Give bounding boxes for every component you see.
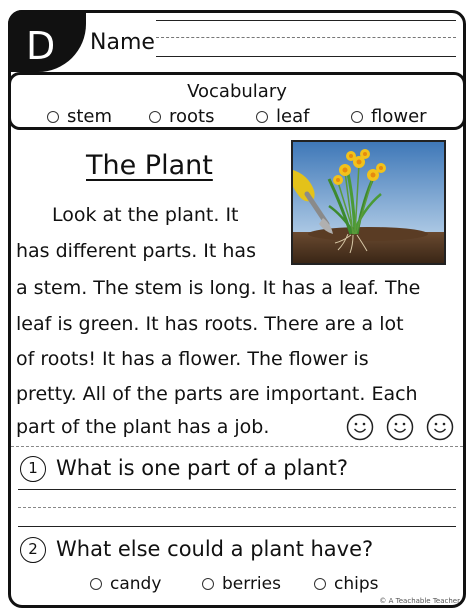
choice-berries[interactable]: [202, 574, 281, 594]
choice-chips[interactable]: [314, 574, 379, 594]
vocab-word-stem[interactable]: [47, 106, 112, 127]
question-number-badge: 2: [20, 537, 46, 563]
daffodil-photo: [291, 140, 446, 265]
question-2-text: What else could a plant have?: [56, 537, 374, 561]
circle-bubble-icon[interactable]: [351, 111, 363, 123]
choice-candy[interactable]: [90, 574, 161, 594]
vocab-word-roots[interactable]: [149, 106, 214, 127]
level-letter: D: [26, 24, 56, 68]
vocab-word-flower[interactable]: [351, 106, 427, 127]
vocab-word-label: leaf: [276, 106, 310, 127]
circle-bubble-icon[interactable]: [149, 111, 161, 123]
choice-label: chips: [334, 574, 379, 594]
vocab-word-label: stem: [67, 106, 113, 127]
passage-line: a stem. The stem is long. It has a leaf. The: [16, 277, 421, 299]
name-writing-lines[interactable]: [156, 20, 456, 64]
passage-line: pretty. All of the parts are important. Each: [16, 383, 418, 405]
choice-label: candy: [110, 574, 162, 594]
name-top-line: [156, 20, 456, 21]
choice-label: berries: [222, 574, 281, 594]
section-divider: [11, 446, 463, 447]
circle-bubble-icon[interactable]: [256, 111, 268, 123]
smiley-face-icon[interactable]: [386, 413, 414, 441]
vocab-word-label: flower: [371, 106, 427, 127]
vocab-word-label: roots: [169, 106, 215, 127]
vocabulary-title: Vocabulary: [187, 81, 287, 102]
circle-bubble-icon[interactable]: [47, 111, 59, 123]
circle-bubble-icon[interactable]: [202, 578, 214, 590]
name-label: Name: [90, 30, 155, 55]
smiley-face-icon[interactable]: [426, 413, 454, 441]
fluency-check-faces: [346, 413, 454, 441]
circle-bubble-icon[interactable]: [90, 578, 102, 590]
question-1-text: What is one part of a plant?: [56, 456, 348, 480]
vocab-word-leaf[interactable]: [256, 106, 309, 127]
name-mid-line: [156, 37, 456, 38]
question-number-badge: 1: [20, 456, 46, 482]
passage-title: The Plant: [86, 150, 213, 181]
circle-bubble-icon[interactable]: [314, 578, 326, 590]
passage-line: has different parts. It has: [16, 240, 256, 262]
passage-line: leaf is green. It has roots. There are a lot: [16, 313, 404, 335]
passage-line: part of the plant has a job.: [16, 416, 270, 438]
answer-guide-line: [18, 507, 456, 508]
smiley-face-icon[interactable]: [346, 413, 374, 441]
passage-line: of roots! It has a flower. The flower is: [16, 348, 369, 370]
passage-line: Look at the plant. It: [52, 204, 239, 226]
copyright-credit: © A Teachable Teacher: [379, 597, 460, 605]
name-base-line: [156, 56, 456, 57]
answer-line: [18, 489, 456, 490]
answer-line[interactable]: [18, 526, 456, 527]
vocabulary-box: [8, 72, 466, 130]
